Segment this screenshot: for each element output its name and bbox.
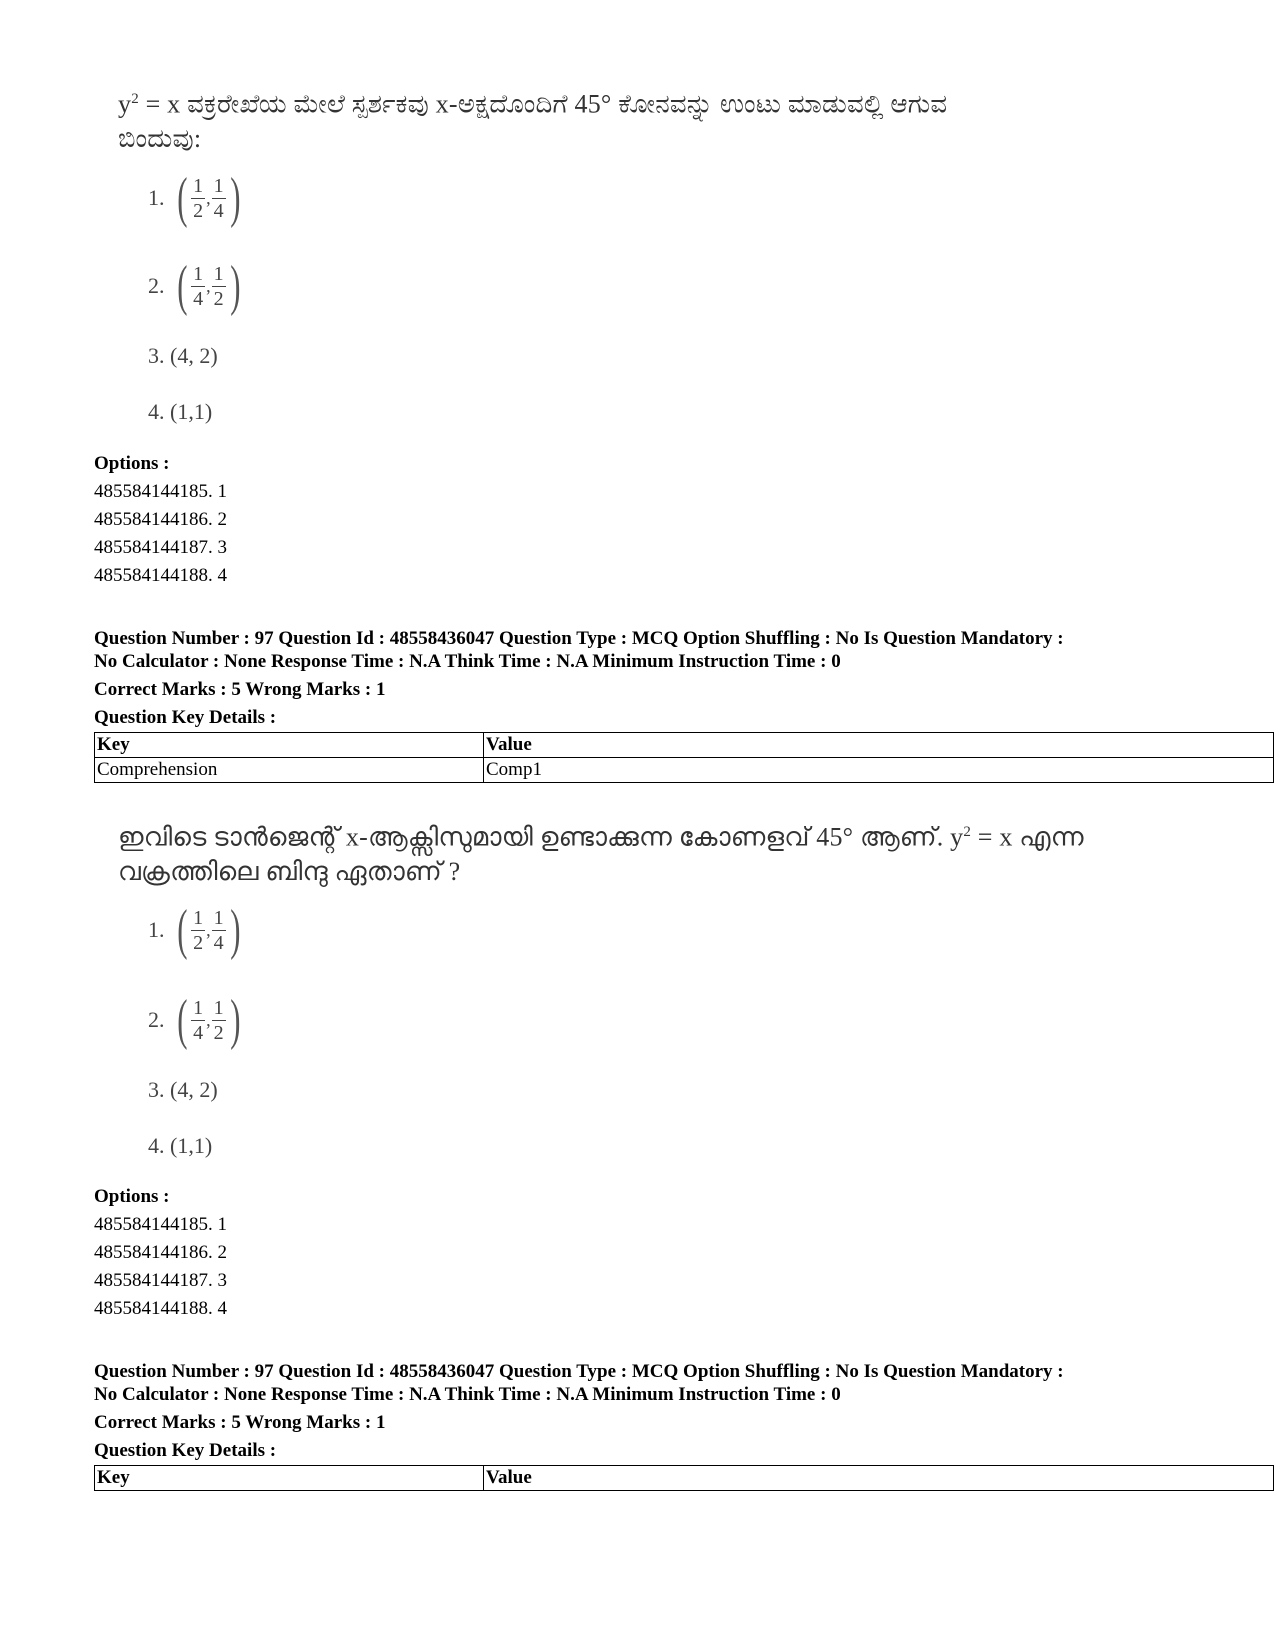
numerator: 1 <box>213 262 224 285</box>
table-cell: Comprehension <box>95 758 484 783</box>
choice-4 <box>148 1116 212 1176</box>
question-text-line2: വക്രത്തിലെ ബിന്ദു ഏതാണ് ? <box>118 856 461 886</box>
choice-number: 2. <box>148 273 165 298</box>
key-details-table <box>94 732 1274 783</box>
choice-number: 1. <box>148 917 165 942</box>
key-details-table <box>94 1465 1274 1491</box>
fraction <box>191 908 205 953</box>
question-text-malayalam <box>118 815 1118 889</box>
table-header-cell: Value <box>484 733 1274 758</box>
denominator: 2 <box>213 287 224 310</box>
choice-number: 1. <box>148 185 165 210</box>
fraction <box>212 264 226 309</box>
denominator: 4 <box>213 199 224 222</box>
choice-2 <box>148 256 244 316</box>
question-text-part: ഇവിടെ ടാൻജെന്റ് x-ആക്സിസുമായി ഉണ്ടാക്കുന്ന കോണളവ് 45° ആണ്. y <box>118 822 964 852</box>
denominator: 2 <box>213 1021 224 1044</box>
choice-fraction-pair: ( $\frac{1}{2}$ , $\frac{1}{4}$ ) <box>176 899 241 961</box>
numerator: 1 <box>213 174 224 197</box>
question-meta-line1: Question Number : 97 Question Id : 48558436047 Question Type : MCQ Option Shuffling : No Is Question Mandatory : <box>94 628 1064 649</box>
fraction <box>191 998 205 1043</box>
fraction <box>212 176 226 221</box>
numerator: 1 <box>193 262 204 285</box>
question-text-line2: ಬಿಂದುವು: <box>118 123 202 153</box>
choice-number: 2. <box>148 1007 165 1032</box>
question-text-superscript: 2 <box>963 824 972 840</box>
choice-4 <box>148 382 212 442</box>
table-header-cell: Key <box>95 1466 484 1491</box>
choice-text: 4. (1,1) <box>148 399 213 424</box>
question-text-part: y <box>118 89 132 119</box>
numerator: 1 <box>213 906 224 929</box>
question-meta-line1: Question Number : 97 Question Id : 48558436047 Question Type : MCQ Option Shuffling : No Is Question Mandatory : <box>94 1361 1064 1382</box>
table-header-row <box>95 733 1274 758</box>
table-cell: Comp1 <box>484 758 1274 783</box>
option-id-line: 485584144188. 4 <box>94 565 227 586</box>
choice-2 <box>148 990 244 1050</box>
table-header-cell: Key <box>95 733 484 758</box>
option-id-line: 485584144185. 1 <box>94 481 227 502</box>
option-id-line: 485584144188. 4 <box>94 1298 227 1319</box>
choice-1 <box>148 168 244 228</box>
numerator: 1 <box>193 174 204 197</box>
table-row <box>95 758 1274 783</box>
choice-fraction-pair: ( $\frac{1}{2}$ , $\frac{1}{4}$ ) <box>176 167 241 229</box>
numerator: 1 <box>193 906 204 929</box>
question-text-part: = x ವಕ್ರರೇಖೆಯ ಮೇಲೆ ಸ್ಪರ್ಶಕವು x-ಅಕ್ಷದೊಂದಿಗೆ 45° ಕೋನವನ್ನು ಉಂಟು ಮಾಡುವಲ್ಲಿ ಆಗುವ <box>138 89 948 119</box>
denominator: 4 <box>193 1021 204 1044</box>
option-id-line: 485584144186. 2 <box>94 1242 227 1263</box>
fraction <box>191 176 205 221</box>
fraction <box>191 264 205 309</box>
marks-line: Correct Marks : 5 Wrong Marks : 1 <box>94 679 386 700</box>
question-text-kannada <box>118 82 1118 156</box>
denominator: 2 <box>193 199 204 222</box>
choice-1 <box>148 900 244 960</box>
key-details-label: Question Key Details : <box>94 707 277 728</box>
question-meta-line2: No Calculator : None Response Time : N.A Think Time : N.A Minimum Instruction Time : 0 <box>94 651 841 672</box>
option-id-line: 485584144187. 3 <box>94 1270 227 1291</box>
question-text-part: = x എന്ന <box>971 822 1084 852</box>
question-meta-line2: No Calculator : None Response Time : N.A Think Time : N.A Minimum Instruction Time : 0 <box>94 1384 841 1405</box>
choice-3 <box>148 1060 218 1120</box>
choice-text: 3. (4, 2) <box>148 1077 218 1102</box>
table-header-row <box>95 1466 1274 1491</box>
choice-fraction-pair: ( $\frac{1}{4}$ , $\frac{1}{2}$ ) <box>176 989 241 1051</box>
denominator: 4 <box>213 931 224 954</box>
option-id-line: 485584144185. 1 <box>94 1214 227 1235</box>
choice-text: 4. (1,1) <box>148 1133 213 1158</box>
table-header-cell: Value <box>484 1466 1274 1491</box>
options-label: Options : <box>94 1186 170 1207</box>
fraction <box>212 908 226 953</box>
denominator: 4 <box>193 287 204 310</box>
denominator: 2 <box>193 931 204 954</box>
choice-3 <box>148 326 218 386</box>
option-id-line: 485584144186. 2 <box>94 509 227 530</box>
marks-line: Correct Marks : 5 Wrong Marks : 1 <box>94 1412 386 1433</box>
choice-fraction-pair: ( $\frac{1}{4}$ , $\frac{1}{2}$ ) <box>176 255 241 317</box>
options-label: Options : <box>94 453 170 474</box>
option-id-line: 485584144187. 3 <box>94 537 227 558</box>
key-details-label: Question Key Details : <box>94 1440 277 1461</box>
choice-text: 3. (4, 2) <box>148 343 218 368</box>
fraction <box>212 998 226 1043</box>
numerator: 1 <box>193 996 204 1019</box>
numerator: 1 <box>213 996 224 1019</box>
question-text-superscript: 2 <box>131 91 139 107</box>
